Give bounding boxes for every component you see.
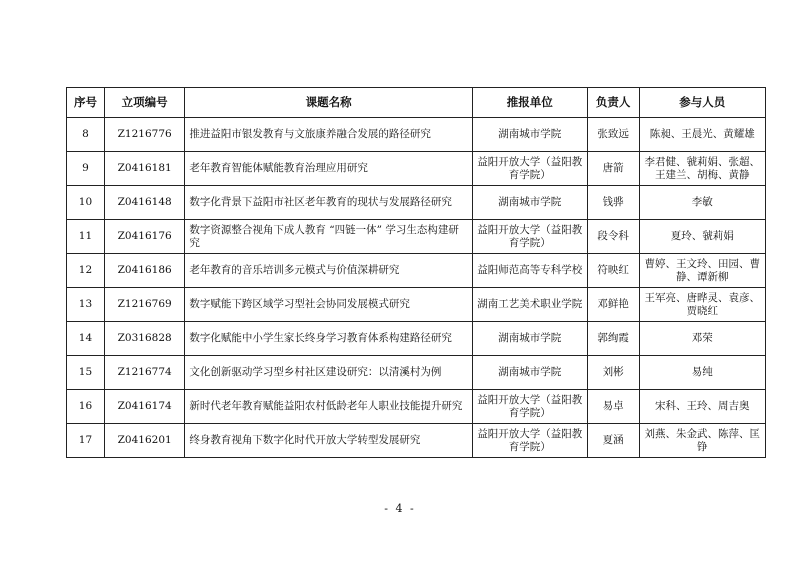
cell-lead: 邓鲜艳: [587, 288, 639, 322]
cell-seq: 15: [67, 356, 105, 390]
cell-lead: 郭绚霞: [587, 322, 639, 356]
cell-participants: 李君健、虢莉娟、张超、王建兰、胡梅、黄静: [639, 152, 766, 186]
cell-code: Z0416181: [104, 152, 184, 186]
cell-unit: 益阳开放大学（益阳教育学院）: [472, 152, 587, 186]
cell-title: 数字赋能下跨区域学习型社会协同发展模式研究: [185, 288, 472, 322]
cell-seq: 14: [67, 322, 105, 356]
header-lead: 负责人: [587, 88, 639, 118]
table-row: [67, 356, 766, 390]
cell-title: 新时代老年教育赋能益阳农村低龄老年人职业技能提升研究: [185, 390, 472, 424]
project-table: [66, 87, 766, 458]
cell-unit: 湖南城市学院: [472, 118, 587, 152]
cell-code: Z0416174: [104, 390, 184, 424]
cell-lead: 段令科: [587, 220, 639, 254]
cell-code: Z1216776: [104, 118, 184, 152]
cell-unit: 益阳师范高等专科学校: [472, 254, 587, 288]
table-row: [67, 152, 766, 186]
cell-title: 推进益阳市银发教育与文旅康养融合发展的路径研究: [185, 118, 472, 152]
cell-title: 老年教育智能体赋能教育治理应用研究: [185, 152, 472, 186]
cell-lead: 钱骅: [587, 186, 639, 220]
cell-participants: 陈昶、王晨光、黄耀雄: [639, 118, 766, 152]
cell-code: Z0416148: [104, 186, 184, 220]
cell-seq: 11: [67, 220, 105, 254]
table-row: [67, 254, 766, 288]
cell-lead: 易卓: [587, 390, 639, 424]
cell-code: Z0416201: [104, 424, 184, 458]
cell-seq: 9: [67, 152, 105, 186]
cell-seq: 13: [67, 288, 105, 322]
header-code: 立项编号: [104, 88, 184, 118]
cell-title: 终身教育视角下数字化时代开放大学转型发展研究: [185, 424, 472, 458]
cell-lead: 夏涵: [587, 424, 639, 458]
table-row: [67, 322, 766, 356]
cell-lead: 符映红: [587, 254, 639, 288]
page-number: - 4 -: [384, 502, 416, 515]
cell-participants: 夏玲、虢莉娟: [639, 220, 766, 254]
cell-participants: 李敏: [639, 186, 766, 220]
cell-code: Z0416176: [104, 220, 184, 254]
cell-seq: 8: [67, 118, 105, 152]
cell-code: Z1216774: [104, 356, 184, 390]
cell-unit: 湖南工艺美术职业学院: [472, 288, 587, 322]
header-participants: 参与人员: [639, 88, 766, 118]
cell-lead: 张致远: [587, 118, 639, 152]
cell-seq: 16: [67, 390, 105, 424]
cell-title: 数字资源整合视角下成人教育 “四链一体” 学习生态构建研究: [185, 220, 472, 254]
cell-title: 数字化赋能中小学生家长终身学习教育体系构建路径研究: [185, 322, 472, 356]
cell-participants: 曹婷、王文玲、田园、曹静、谭新柳: [639, 254, 766, 288]
cell-unit: 益阳开放大学（益阳教育学院）: [472, 424, 587, 458]
cell-unit: 湖南城市学院: [472, 356, 587, 390]
cell-lead: 刘彬: [587, 356, 639, 390]
cell-participants: 易纯: [639, 356, 766, 390]
cell-title: 数字化背景下益阳市社区老年教育的现状与发展路径研究: [185, 186, 472, 220]
cell-code: Z1216769: [104, 288, 184, 322]
cell-participants: 刘燕、朱金武、陈萍、匡铮: [639, 424, 766, 458]
table-row: [67, 220, 766, 254]
cell-seq: 10: [67, 186, 105, 220]
table-header-row: [67, 88, 766, 118]
table-row: [67, 118, 766, 152]
cell-participants: 邓荣: [639, 322, 766, 356]
header-title: 课题名称: [185, 88, 472, 118]
cell-unit: 湖南城市学院: [472, 186, 587, 220]
cell-participants: 宋科、王玲、周吉奥: [639, 390, 766, 424]
cell-unit: 湖南城市学院: [472, 322, 587, 356]
cell-title: 文化创新驱动学习型乡村社区建设研究：以清溪村为例: [185, 356, 472, 390]
cell-code: Z0416186: [104, 254, 184, 288]
header-seq: 序号: [67, 88, 105, 118]
cell-unit: 益阳开放大学（益阳教育学院）: [472, 220, 587, 254]
table-row: [67, 424, 766, 458]
cell-participants: 王军亮、唐晔灵、袁彦、贾晓红: [639, 288, 766, 322]
cell-seq: 12: [67, 254, 105, 288]
cell-code: Z0316828: [104, 322, 184, 356]
cell-unit: 益阳开放大学（益阳教育学院）: [472, 390, 587, 424]
table-row: [67, 390, 766, 424]
table-row: [67, 186, 766, 220]
cell-lead: 唐箭: [587, 152, 639, 186]
cell-seq: 17: [67, 424, 105, 458]
cell-title: 老年教育的音乐培训多元模式与价值深耕研究: [185, 254, 472, 288]
table-row: [67, 288, 766, 322]
header-unit: 推报单位: [472, 88, 587, 118]
